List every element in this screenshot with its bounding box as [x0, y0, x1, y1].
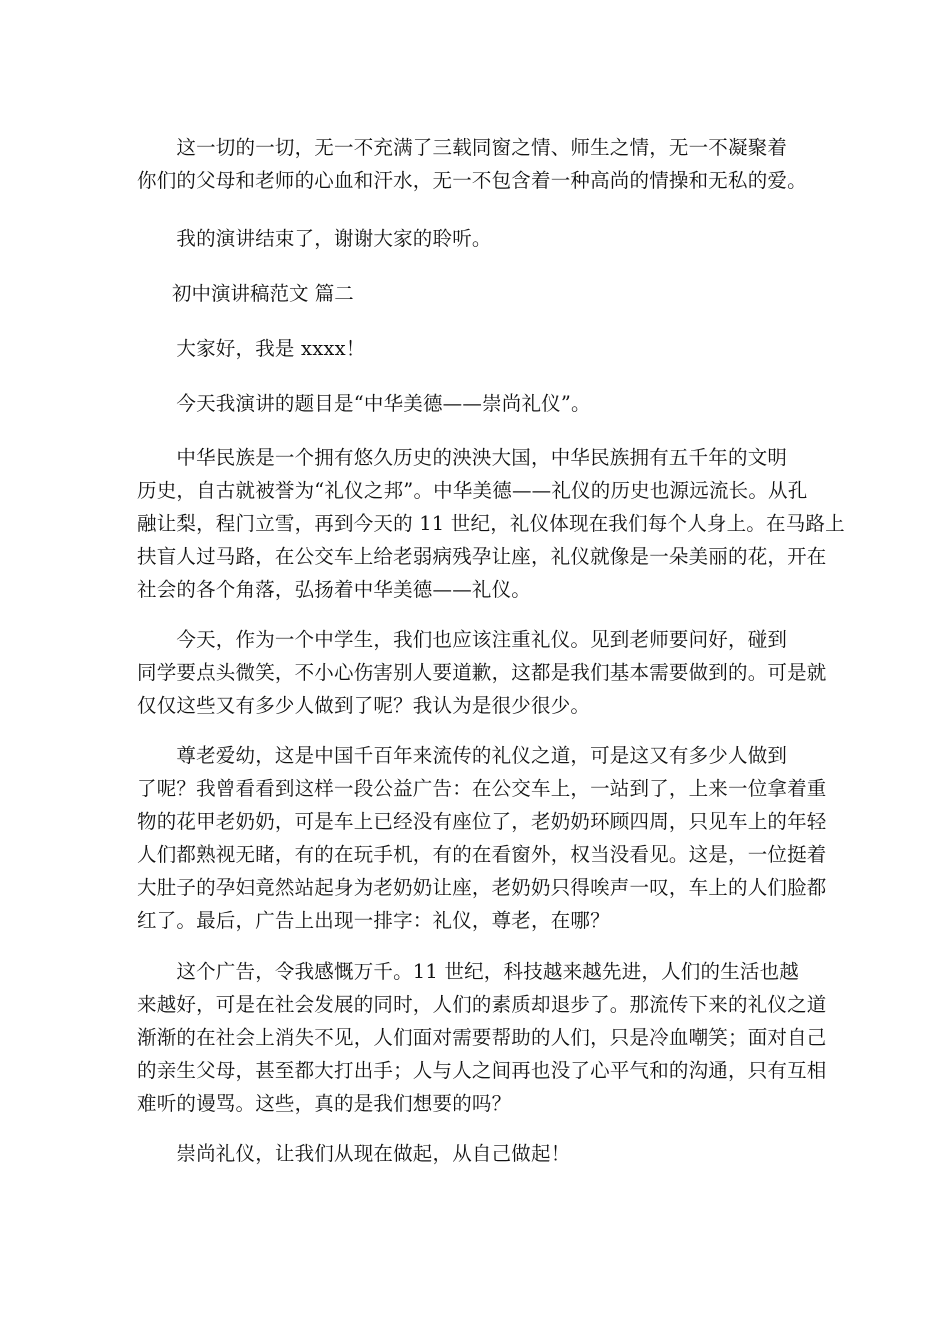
text-line: 大家好，我是 xxxx！ [137, 337, 366, 360]
paragraph-greeting [137, 332, 817, 365]
paragraph-closing-remarks [137, 131, 817, 197]
paragraph-reflection [137, 955, 827, 1120]
text-line: 融让梨，程门立雪，再到今天的 11 世纪，礼仪体现在我们每个人身上。在马路上 [137, 512, 845, 535]
text-line: 这个广告，令我感慨万千。11 世纪，科技越来越先进，人们的生活也越 [137, 960, 800, 983]
paragraph-students [137, 623, 827, 722]
text-line: 扶盲人过马路，在公交车上给老弱病残孕让座，礼仪就像是一朵美丽的花，开在 [137, 545, 827, 568]
text-line: 的亲生父母，甚至都大打出手；人与人之间再也没了心平气和的沟通，只有互相 [137, 1059, 827, 1082]
paragraph-respect-elders [137, 739, 827, 937]
text-line: 历史，自古就被誉为“礼仪之邦”。中华美德——礼仪的历史也源远流长。从孔 [137, 479, 808, 502]
text-line: 你们的父母和老师的心血和汗水，无一不包含着一种高尚的情操和无私的爱。 [137, 169, 807, 192]
text-line: 同学要点头微笑，不小心伤害别人要道歉，这都是我们基本需要做到的。可是就 [137, 661, 827, 684]
text-line: 今天，作为一个中学生，我们也应该注重礼仪。见到老师要问好，碰到 [137, 628, 788, 651]
text-line: 物的花甲老奶奶，可是车上已经没有座位了，老奶奶环顾四周，只见车上的年轻 [137, 810, 827, 833]
text-line: 这一切的一切，无一不充满了三载同窗之情、师生之情，无一不凝聚着 [137, 136, 788, 159]
text-line: 我的演讲结束了，谢谢大家的聆听。 [137, 227, 492, 250]
text-line: 了呢？我曾看看到这样一段公益广告：在公交车上，一站到了，上来一位拿着重 [137, 777, 827, 800]
text-line: 中华民族是一个拥有悠久历史的泱泱大国，中华民族拥有五千年的文明 [137, 446, 788, 469]
text-line: 红了。最后，广告上出现一排字：礼仪，尊老，在哪？ [137, 909, 610, 932]
text-line: 大肚子的孕妇竟然站起身为老奶奶让座，老奶奶只得唉声一叹，车上的人们脸都 [137, 876, 827, 899]
text-line: 尊老爱幼，这是中国千百年来流传的礼仪之道，可是这又有多少人做到 [137, 744, 788, 767]
paragraph-topic [137, 387, 817, 420]
text-line: 崇尚礼仪，让我们从现在做起，从自己做起！ [137, 1142, 571, 1165]
text-line: 来越好，可是在社会发展的同时，人们的素质却退步了。那流传下来的礼仪之道 [137, 993, 827, 1016]
paragraph-call-to-action [137, 1137, 817, 1170]
text-line: 社会的各个角落，弘扬着中华美德——礼仪。 [137, 578, 532, 601]
text-line: 难听的谩骂。这些，真的是我们想要的吗？ [137, 1092, 512, 1115]
text-line: 人们都熟视无睹，有的在玩手机，有的在看窗外，权当没看见。这是，一位挺着 [137, 843, 827, 866]
text-line: 今天我演讲的题目是“中华美德——崇尚礼仪”。 [137, 392, 591, 415]
text-line: 仅仅这些又有多少人做到了呢？我认为是很少很少。 [137, 694, 591, 717]
paragraph-history [137, 441, 845, 606]
paragraph-speech-end [137, 222, 817, 255]
section-heading: 初中演讲稿范文 篇二 [172, 282, 354, 305]
text-line: 渐渐的在社会上消失不见，人们面对需要帮助的人们，只是冷血嘲笑；面对自己 [137, 1026, 827, 1049]
